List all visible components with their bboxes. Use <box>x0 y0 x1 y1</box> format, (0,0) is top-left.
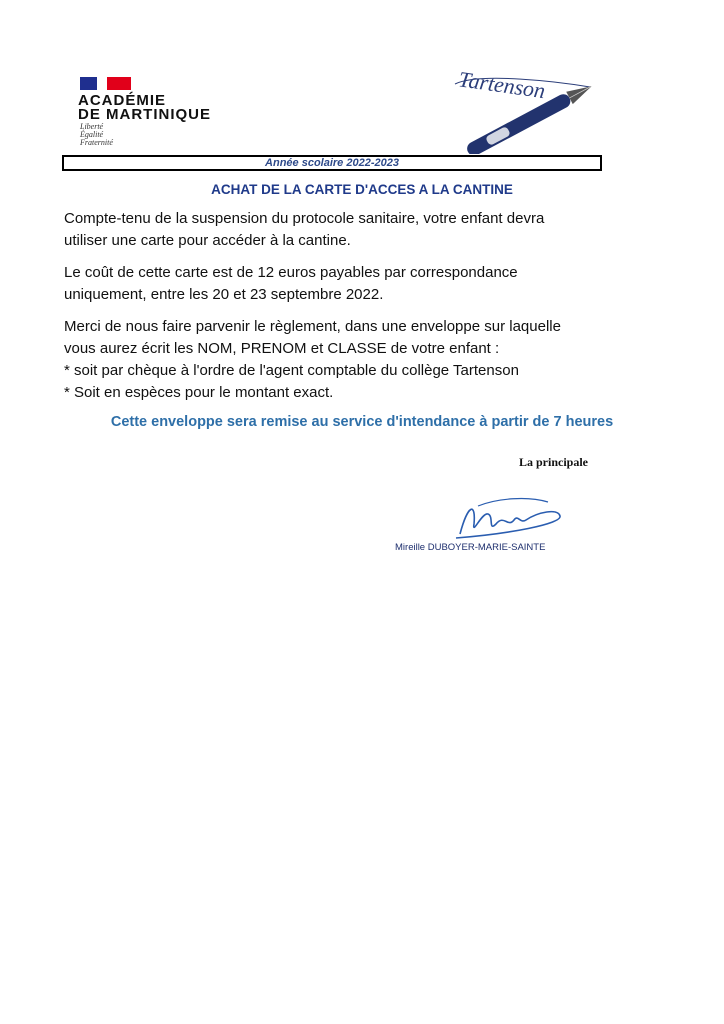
envelope-notice: Cette enveloppe sera remise au service d'intendance à partir de 7 heures <box>110 414 614 430</box>
document-title: ACHAT DE LA CARTE D'ACCES A LA CANTINE <box>211 182 513 197</box>
text-line: Compte-tenu de la suspension du protocole sanitaire, votre enfant devra <box>64 210 545 227</box>
motto-liberte: Liberté <box>80 122 104 131</box>
academy-name-line2: DE MARTINIQUE <box>78 106 211 123</box>
academy-name-line1: ACADÉMIE <box>78 92 167 109</box>
school-year-banner: Année scolaire 2022-2023 <box>62 155 602 171</box>
motto-egalite: Égalité <box>80 130 104 139</box>
paragraph-payment <box>64 316 664 404</box>
text-line: vous aurez écrit les NOM, PRENOM et CLASSE de votre enfant : <box>64 340 500 357</box>
text-line: Le coût de cette carte est de 12 euros payables par correspondance <box>64 264 518 281</box>
paragraph-suspension <box>64 208 664 252</box>
motto-fraternite: Fraternité <box>80 138 113 147</box>
school-logo-text: Tartenson <box>457 66 547 104</box>
signatory-role: La principale <box>519 455 589 469</box>
text-line: utiliser une carte pour accéder à la cantine. <box>64 232 351 249</box>
text-line: * Soit en espèces pour le montant exact. <box>64 384 334 401</box>
signatory-name: Mireille DUBOYER-MARIE-SAINTE <box>395 542 546 553</box>
text-line: uniquement, entre les 20 et 23 septembre 2022. <box>64 286 384 303</box>
paragraph-cost <box>64 262 664 306</box>
text-line: Merci de nous faire parvenir le règlement, dans une enveloppe sur laquelle <box>64 318 561 335</box>
text-line: * soit par chèque à l'ordre de l'agent comptable du collège Tartenson <box>64 362 519 379</box>
french-flag-icon <box>80 77 131 90</box>
handwritten-signature <box>448 494 568 544</box>
school-pen-logo <box>440 62 605 154</box>
